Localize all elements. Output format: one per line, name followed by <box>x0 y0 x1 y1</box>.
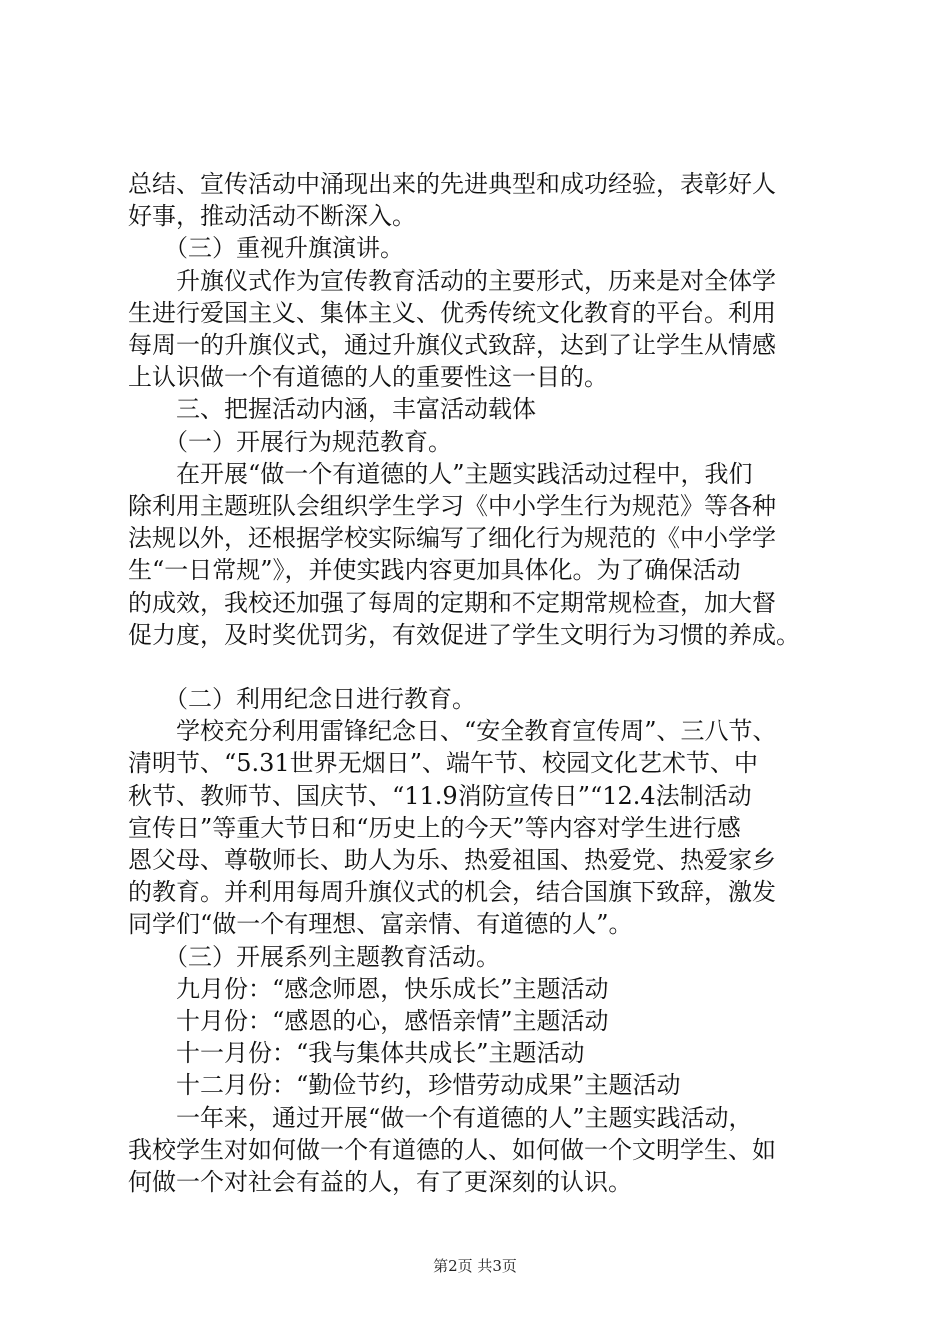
text-line: 宣传日”等重大节日和“历史上的今天”等内容对学生进行感 <box>128 813 741 842</box>
list-item: 十二月份：“勤俭节约，珍惜劳动成果”主题活动 <box>128 1071 681 1100</box>
text-line: 好事，推动活动不断深入。 <box>128 202 416 231</box>
section-heading: （二）利用纪念日进行教育。 <box>128 685 476 714</box>
text-line: 总结、宣传活动中涌现出来的先进典型和成功经验，表彰好人 <box>128 170 776 198</box>
text-line: 在开展“做一个有道德的人”主题实践活动过程中，我们 <box>128 459 753 488</box>
text-line: 的教育。并利用每周升旗仪式的机会，结合国旗下致辞，激发 <box>128 878 776 907</box>
text-line: 升旗仪式作为宣传教育活动的主要形式，历来是对全体学 <box>128 266 776 295</box>
text-line: 学校充分利用雷锋纪念日、“安全教育宣传周”、三八节、 <box>128 717 777 746</box>
section-heading: （一）开展行为规范教育。 <box>128 427 452 456</box>
document-body <box>128 168 828 1198</box>
text-line: 秋节、教师节、国庆节、“11.9消防宣传日”“12.4法制活动 <box>128 781 752 810</box>
text-line: 上认识做一个有道德的人的重要性这一目的。 <box>128 363 608 392</box>
text-line: 促力度，及时奖优罚劣，有效促进了学生文明行为习惯的养成。 <box>128 620 800 649</box>
page-footer <box>0 1256 950 1276</box>
page-number: 第2页 共3页 <box>433 1257 517 1275</box>
section-heading: 三、把握活动内涵，丰富活动载体 <box>128 395 536 424</box>
text-line: 每周一的升旗仪式，通过升旗仪式致辞，达到了让学生从情感 <box>128 331 776 360</box>
text-line: 清明节、“5.31世界无烟日”、端午节、校园文化艺术节、中 <box>128 749 758 778</box>
text-line: 一年来，通过开展“做一个有道德的人”主题实践活动， <box>128 1103 753 1132</box>
text-line: 法规以外，还根据学校实际编写了细化行为规范的《中小学学 <box>128 524 776 553</box>
paragraph-gap <box>128 651 828 683</box>
section-heading: （三）重视升旗演讲。 <box>128 234 404 263</box>
list-item: 十月份：“感恩的心，感悟亲情”主题活动 <box>128 1007 609 1036</box>
text-line: 恩父母、尊敬师长、助人为乐、热爱祖国、热爱党、热爱家乡 <box>128 846 776 875</box>
text-line: 的成效，我校还加强了每周的定期和不定期常规检查，加大督 <box>128 588 776 617</box>
text-line: 生“一日常规”》，并使实践内容更加具体化。为了确保活动 <box>128 556 741 585</box>
text-line: 生进行爱国主义、集体主义、优秀传统文化教育的平台。利用 <box>128 298 776 327</box>
text-line: 除利用主题班队会组织学生学习《中小学生行为规范》等各种 <box>128 492 776 521</box>
text-line: 何做一个对社会有益的人，有了更深刻的认识。 <box>128 1168 632 1197</box>
list-item: 九月份：“感念师恩，快乐成长”主题活动 <box>128 974 609 1003</box>
section-heading: （三）开展系列主题教育活动。 <box>128 942 500 971</box>
text-line: 同学们“做一个有理想、富亲情、有道德的人”。 <box>128 910 633 939</box>
text-line: 我校学生对如何做一个有道德的人、如何做一个文明学生、如 <box>128 1135 776 1164</box>
list-item: 十一月份：“我与集体共成长”主题活动 <box>128 1039 585 1068</box>
